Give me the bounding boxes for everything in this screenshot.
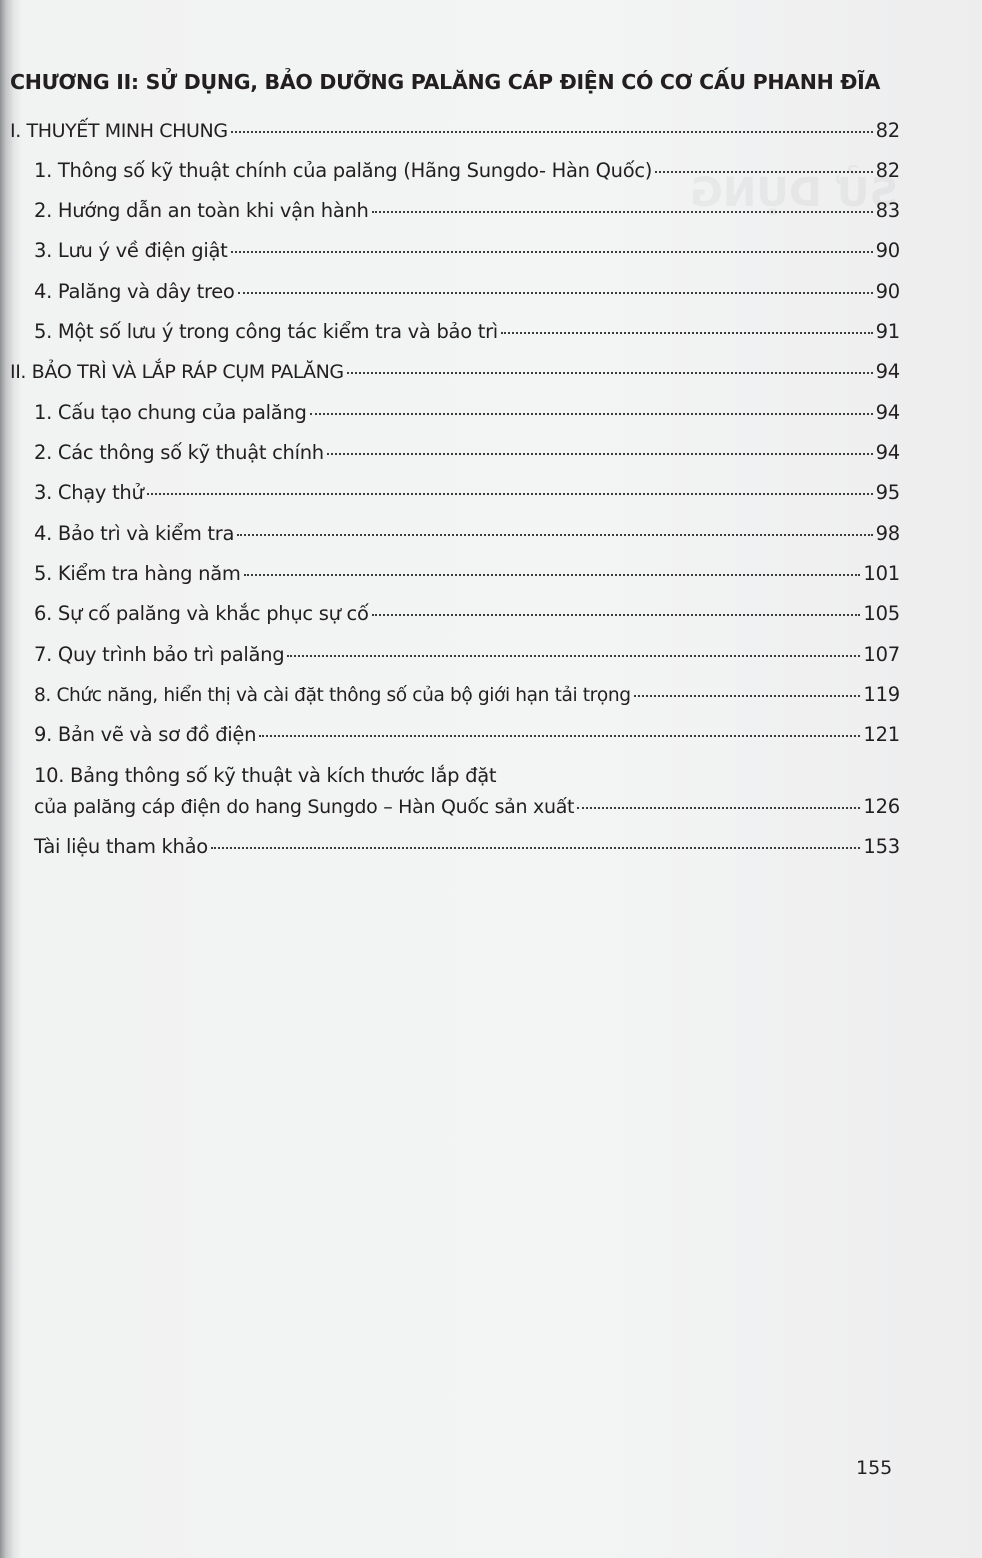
toc-entry[interactable] [34,517,900,551]
toc-entry-page: 82 [875,119,900,142]
dot-leader [238,292,873,294]
toc-entry-page: 90 [875,239,900,262]
chapter-title: CHƯƠNG II: SỬ DỤNG, BẢO DƯỠNG PALĂNG CÁP ĐIỆN CÓ CƠ CẤU PHANH ĐĨA [10,70,881,94]
toc-entry-label: 6. Sự cố palăng và khắc phục sự cố [34,602,369,625]
dot-leader [237,534,872,536]
toc-entry-page: 107 [863,643,900,666]
toc-entry-label: I. THUYẾT MINH CHUNG [10,120,228,142]
toc-entry-label: 1. Thông số kỹ thuật chính của palăng (Hãng Sungdo- Hàn Quốc) [34,159,653,182]
toc-entry-page: 83 [875,199,900,222]
toc-entry-label: II. BẢO TRÌ VÀ LẮP RÁP CỤM PALĂNG [10,361,344,383]
toc-entry-label: 5. Kiểm tra hàng năm [34,562,241,585]
toc-entry-label-line-1: 10. Bảng thông số kỹ thuật và kích thước lắp đặt [34,764,497,787]
toc-entry[interactable] [34,275,900,309]
toc-entry-label: 4. Bảo trì và kiểm tra [34,522,235,545]
toc-entry-label: 2. Hướng dẫn an toàn khi vận hành [34,199,369,222]
dot-leader [259,735,860,737]
dot-leader [501,332,873,334]
toc-entry[interactable] [34,718,900,752]
toc-entry-page: 95 [875,481,900,504]
dot-leader [577,807,860,809]
dot-leader [231,251,873,253]
toc-entry-label: 2. Các thông số kỹ thuật chính [34,441,324,464]
toc-entry[interactable] [34,476,900,510]
dot-leader [372,614,861,616]
toc-entry[interactable] [34,678,900,712]
toc-entry-page: 101 [863,562,900,585]
dot-leader [244,574,861,576]
toc-entry-page: 121 [863,723,900,746]
toc-entry[interactable] [34,557,900,591]
toc-entry-section-2[interactable] [10,355,900,389]
dot-leader [327,453,873,455]
toc-entry[interactable] [34,154,900,188]
dot-leader [147,493,873,495]
toc-entry[interactable] [34,194,900,228]
dot-leader [372,211,873,213]
toc-entry-label: 4. Palăng và dây treo [34,280,235,303]
toc-entry-page: 82 [875,159,900,182]
toc-entry-page: 94 [875,360,900,383]
toc-entry-page: 94 [875,401,900,424]
toc-entry-label: 8. Chức năng, hiển thị và cài đặt thông số của bộ giới hạn tải trọng [34,685,631,706]
dot-leader [347,372,873,374]
toc-entry[interactable] [34,790,900,824]
toc-entry[interactable] [34,830,900,864]
dot-leader [310,413,873,415]
toc-entry-page: 91 [875,320,900,343]
toc-entry-label: 3. Lưu ý về điện giật [34,239,228,262]
toc-entry-page: 98 [875,522,900,545]
toc-entry-section-1[interactable] [10,114,900,148]
toc-entry[interactable] [34,234,900,268]
toc-entry-page: 90 [875,280,900,303]
toc-entry-label: của palăng cáp điện do hang Sungdo – Hàn Quốc sản xuất [34,796,575,818]
toc-entry-label: 7. Quy trình bảo trì palăng [34,643,285,666]
toc-entry[interactable] [34,638,900,672]
toc-entry-page: 105 [863,602,900,625]
toc-entry[interactable] [34,436,900,470]
toc-entry-page: 94 [875,441,900,464]
toc-entry-label: 9. Bản vẽ và sơ đồ điện [34,723,257,746]
toc-entry-page: 119 [863,683,900,706]
toc-entry-page: 153 [863,835,900,858]
toc-entry[interactable] [34,315,900,349]
toc-entry-label: 1. Cấu tạo chung của palăng [34,401,307,424]
toc-entry-label: 5. Một số lưu ý trong công tác kiểm tra và bảo trì [34,320,498,343]
page-number: 155 [856,1457,893,1479]
dot-leader [634,695,861,697]
dot-leader [231,131,873,133]
dot-leader [211,847,861,849]
dot-leader [655,171,873,173]
dot-leader [287,655,860,657]
toc-entry-label: Tài liệu tham khảo [34,835,208,858]
toc-entry-page: 126 [863,795,900,818]
toc-entry[interactable] [34,396,900,430]
toc-entry[interactable] [34,597,900,631]
toc-entry-label: 3. Chạy thử [34,481,144,504]
